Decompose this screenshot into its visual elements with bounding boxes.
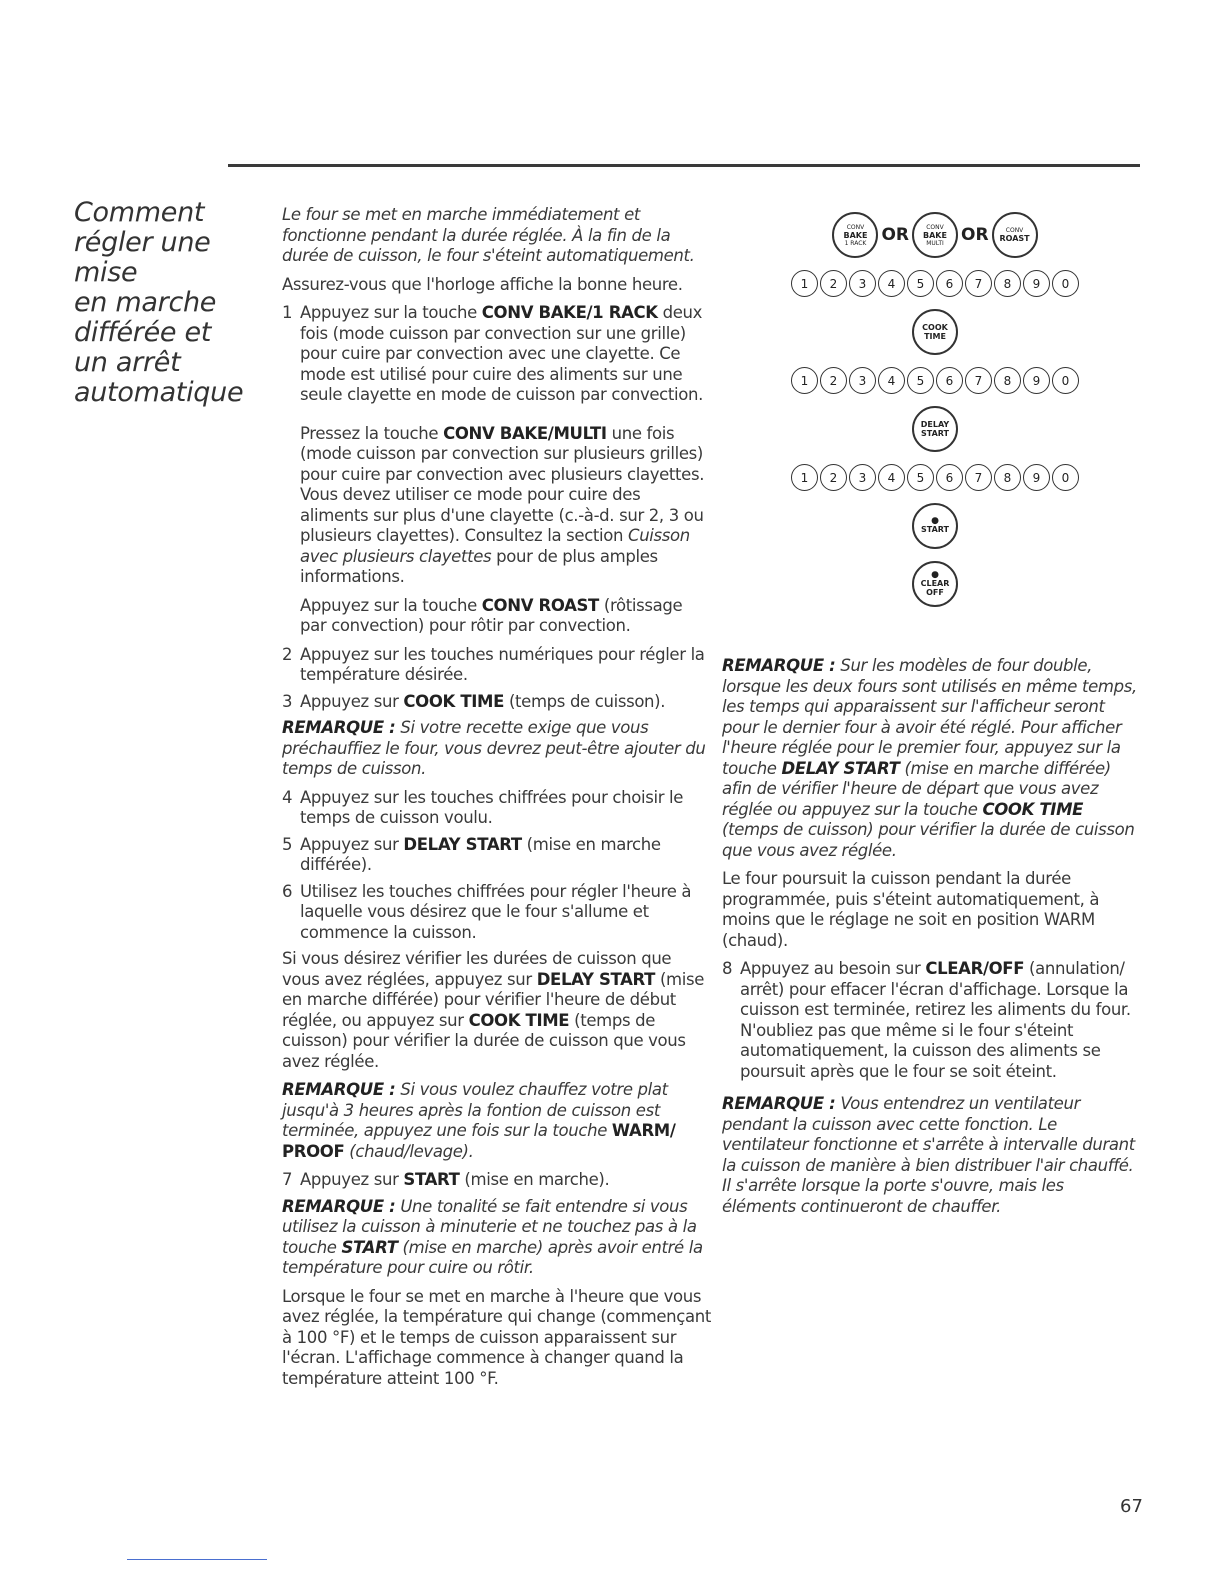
- or-label: OR: [961, 225, 989, 245]
- number-key[interactable]: 7: [965, 270, 992, 297]
- or-label: OR: [881, 225, 909, 245]
- step-8: 8 Appuyez au besoin sur CLEAR/OFF (annulation/ arrêt) pour effacer l'écran d'affichage. Lorsque la cuisson est terminée, retirez les aliments du four. N'oubliez pas que même si le four s'éteint automatiquement, la cuisson des aliments se poursuit après que le four se soit éteint.: [722, 959, 1131, 1081]
- number-key[interactable]: 1: [791, 464, 818, 491]
- step-7: 7 Appuyez sur START (mise en marche).: [282, 1170, 610, 1189]
- end-paragraph: Lorsque le four se met en marche à l'heure que vous avez réglée, la température qui change (commençant à 100 °F) et le temps de cuisson apparaissent sur l'écran. L'affichage commence à changer quand la température atteint 100 °F.: [282, 1286, 711, 1388]
- indicator-dot-icon: ●: [931, 569, 939, 580]
- clear-off-row: [760, 561, 1110, 607]
- step-2: 2 Appuyez sur les touches numériques pour régler la température désirée.: [282, 644, 705, 684]
- number-keys-row: [760, 367, 1110, 394]
- start-key[interactable]: ● START: [912, 503, 958, 549]
- page-number: 67: [1120, 1496, 1143, 1517]
- note-1: REMARQUE : Si votre recette exige que vous préchauffiez le four, vous devrez peut-être ajouter du temps de cuisson.: [282, 718, 706, 778]
- number-key[interactable]: 0: [1052, 464, 1079, 491]
- number-key[interactable]: 3: [849, 270, 876, 297]
- number-key[interactable]: 2: [820, 367, 847, 394]
- step-1-multi: Pressez la touche CONV BAKE/MULTI une fois (mode cuisson par convection sur plusieurs grilles) pour cuire par convection avec plusieurs clayettes. Vous devez utiliser ce mode pour cuire des aliments sur plus d'une clayette (c.-à-d. sur 2, 3 ou plusieurs clayettes). Consultez la section Cuisson avec plusieurs clayettes pour de plus amples informations.: [300, 423, 705, 586]
- number-key[interactable]: 0: [1052, 367, 1079, 394]
- note-4: REMARQUE : Sur les modèles de four double, lorsque les deux fours sont utilisés en même temps, les temps qui apparaissent sur l'afficheur seront pour le dernier four à avoir été réglé. Pour afficher l'heure réglée pour le premier four, appuyez sur la touche DELAY START (mise en marche différée) afin de vérifier l'heure de départ que vous avez réglée ou appuyez sur la touche COOK TIME (temps de cuisson) pour vérifier la durée de cuisson que vous avez réglée.: [722, 656, 1137, 860]
- delay-start-row: [760, 406, 1110, 452]
- number-key[interactable]: 5: [907, 464, 934, 491]
- bottom-link-underline: [127, 1559, 267, 1560]
- delay-start-key[interactable]: DELAY START: [912, 406, 958, 452]
- number-key[interactable]: 2: [820, 270, 847, 297]
- verify-paragraph: Si vous désirez vérifier les durées de cuisson que vous avez réglées, appuyez sur DELAY START (mise en marche différée) pour vérifier l'heure de début réglée, ou appuyez sur COOK TIME (temps de cuisson) pour vérifier la durée de cuisson que vous avez réglée.: [282, 949, 705, 1071]
- number-key[interactable]: 9: [1023, 270, 1050, 297]
- mode-keys-row: [760, 212, 1110, 258]
- number-key[interactable]: 3: [849, 367, 876, 394]
- number-key[interactable]: 1: [791, 270, 818, 297]
- number-key[interactable]: 0: [1052, 270, 1079, 297]
- number-key[interactable]: 3: [849, 464, 876, 491]
- number-key[interactable]: 4: [878, 367, 905, 394]
- step-3: 3 Appuyez sur COOK TIME (temps de cuisson).: [282, 691, 666, 711]
- keypad-diagram: [760, 212, 1110, 619]
- top-rule: [228, 164, 1140, 167]
- conv-roast-key[interactable]: CONV ROAST: [992, 212, 1038, 258]
- step-4: 4 Appuyez sur les touches chiffrées pour choisir le temps de cuisson voulu.: [282, 787, 684, 827]
- cook-time-row: [760, 309, 1110, 355]
- number-key[interactable]: 5: [907, 367, 934, 394]
- step-5: 5 Appuyez sur DELAY START (mise en marche différée).: [282, 834, 661, 874]
- number-keys-row: [760, 270, 1110, 297]
- note-3: REMARQUE : Une tonalité se fait entendre si vous utilisez la cuisson à minuterie et ne touchez pas à la touche START (mise en marche) après avoir entré la température pour cuire ou rôtir.: [282, 1196, 703, 1277]
- number-keys-row: [760, 464, 1110, 491]
- number-key[interactable]: 4: [878, 464, 905, 491]
- number-key[interactable]: 2: [820, 464, 847, 491]
- step-1-roast: Appuyez sur la touche CONV ROAST (rôtissage par convection) pour rôtir par convection.: [300, 595, 683, 635]
- intro: Assurez-vous que l'horloge affiche la bonne heure.: [282, 274, 683, 294]
- number-key[interactable]: 1: [791, 367, 818, 394]
- number-key[interactable]: 4: [878, 270, 905, 297]
- number-key[interactable]: 7: [965, 367, 992, 394]
- indicator-dot-icon: ●: [931, 516, 939, 526]
- number-key[interactable]: 8: [994, 367, 1021, 394]
- right-column: [722, 656, 1142, 1225]
- number-key[interactable]: 6: [936, 464, 963, 491]
- clear-off-key[interactable]: ● CLEAR OFF: [912, 561, 958, 607]
- left-column: [282, 205, 712, 1397]
- number-key[interactable]: 5: [907, 270, 934, 297]
- conv-bake-1-rack-key[interactable]: CONV BAKE 1 RACK: [832, 212, 878, 258]
- continue-paragraph: Le four poursuit la cuisson pendant la durée programmée, puis s'éteint automatiquement, à moins que le réglage ne soit en position WARM (chaud).: [722, 869, 1100, 950]
- note-5: REMARQUE : Vous entendrez un ventilateur pendant la cuisson avec cette fonction. Le ventilateur fonctionne et s'arrête à intervalle durant la cuisson de manière à bien distribuer l'air chauffé. Il s'arrête lorsque la porte s'ouvre, mais les éléments continueront de chauffer.: [722, 1094, 1135, 1216]
- note-2: REMARQUE : Si vous voulez chauffez votre plat jusqu'à 3 heures après la fontion de cuisson est terminée, appuyez une fois sur la touche WARM/ PROOF (chaud/levage).: [282, 1080, 676, 1161]
- number-key[interactable]: 8: [994, 270, 1021, 297]
- number-key[interactable]: 9: [1023, 464, 1050, 491]
- number-key[interactable]: 6: [936, 270, 963, 297]
- conv-bake-multi-key[interactable]: CONV BAKE MULTI: [912, 212, 958, 258]
- intro-italic: Le four se met en marche immédiatement et fonctionne pendant la durée réglée. À la fin de la durée de cuisson, le four s'éteint automatiquement.: [282, 205, 695, 265]
- step-1: 1 Appuyez sur la touche CONV BAKE/1 RACK deux fois (mode cuisson par convection sur une grille) pour cuire par convection avec une clayette. Ce mode est utilisé pour cuire des aliments sur une seule clayette en mode de cuisson par convection.: [282, 303, 703, 404]
- section-title: Comment régler une mise en marche différée et un arrêt automatique: [74, 197, 244, 408]
- step-6: 6 Utilisez les touches chiffrées pour régler l'heure à laquelle vous désirez que le four s'allume et commence la cuisson.: [282, 881, 692, 942]
- number-key[interactable]: 6: [936, 367, 963, 394]
- number-key[interactable]: 9: [1023, 367, 1050, 394]
- cook-time-key[interactable]: COOK TIME: [912, 309, 958, 355]
- number-key[interactable]: 8: [994, 464, 1021, 491]
- number-key[interactable]: 7: [965, 464, 992, 491]
- start-row: [760, 503, 1110, 549]
